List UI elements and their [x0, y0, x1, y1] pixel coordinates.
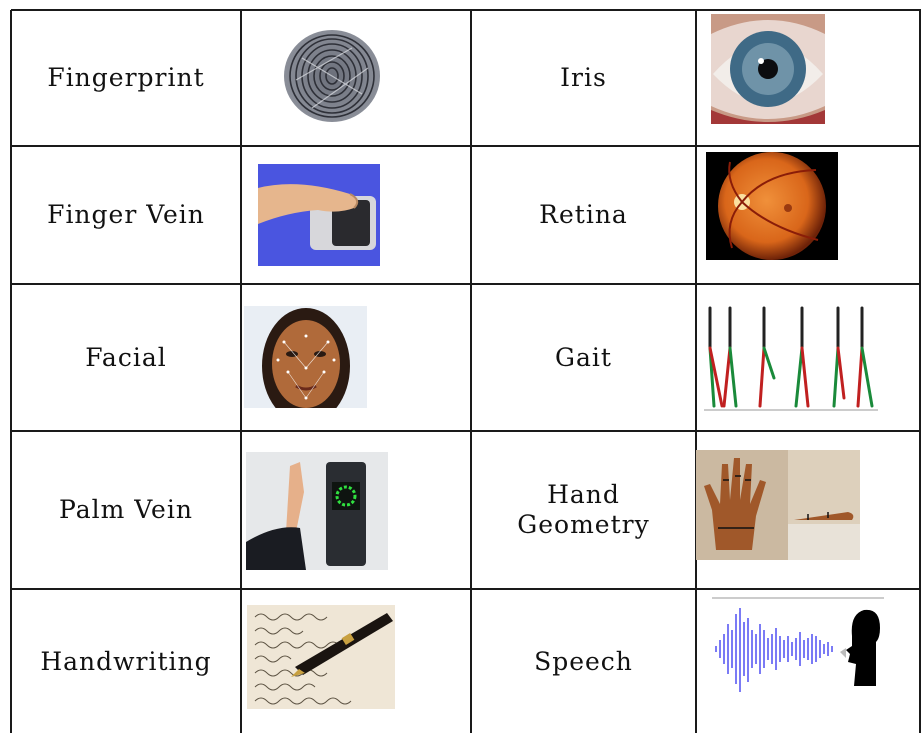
- iris-eye-icon: [711, 14, 825, 124]
- label-retina: Retina: [539, 200, 628, 229]
- label-palm-vein: Palm Vein: [59, 495, 193, 524]
- label-gait: Gait: [555, 342, 612, 372]
- label-fingerprint: Fingerprint: [47, 63, 205, 92]
- retina-fundus-icon: [706, 152, 838, 260]
- fingerprint-icon: [282, 28, 382, 124]
- label-finger-vein: Finger Vein: [47, 200, 205, 229]
- column-divider: [695, 10, 697, 733]
- label-handwriting: Handwriting: [40, 646, 212, 676]
- palm-vein-scanner-icon: [246, 452, 388, 570]
- face-landmarks-icon: [244, 306, 367, 408]
- handwriting-pen-icon: [247, 605, 395, 709]
- label-hand-geometry: [472, 432, 695, 588]
- label-facial: Facial: [85, 342, 167, 372]
- finger-vein-scanner-icon: [258, 164, 380, 266]
- label-speech: Speech: [534, 646, 633, 676]
- hand-geometry-label-text: Hand Geometry: [517, 480, 650, 539]
- label-iris: Iris: [560, 63, 607, 92]
- hand-geometry-icon: [696, 450, 860, 560]
- table-border-right: [919, 10, 921, 733]
- gait-legs-icon: [700, 298, 882, 414]
- speech-waveform-icon: [710, 594, 886, 702]
- column-divider: [240, 10, 242, 733]
